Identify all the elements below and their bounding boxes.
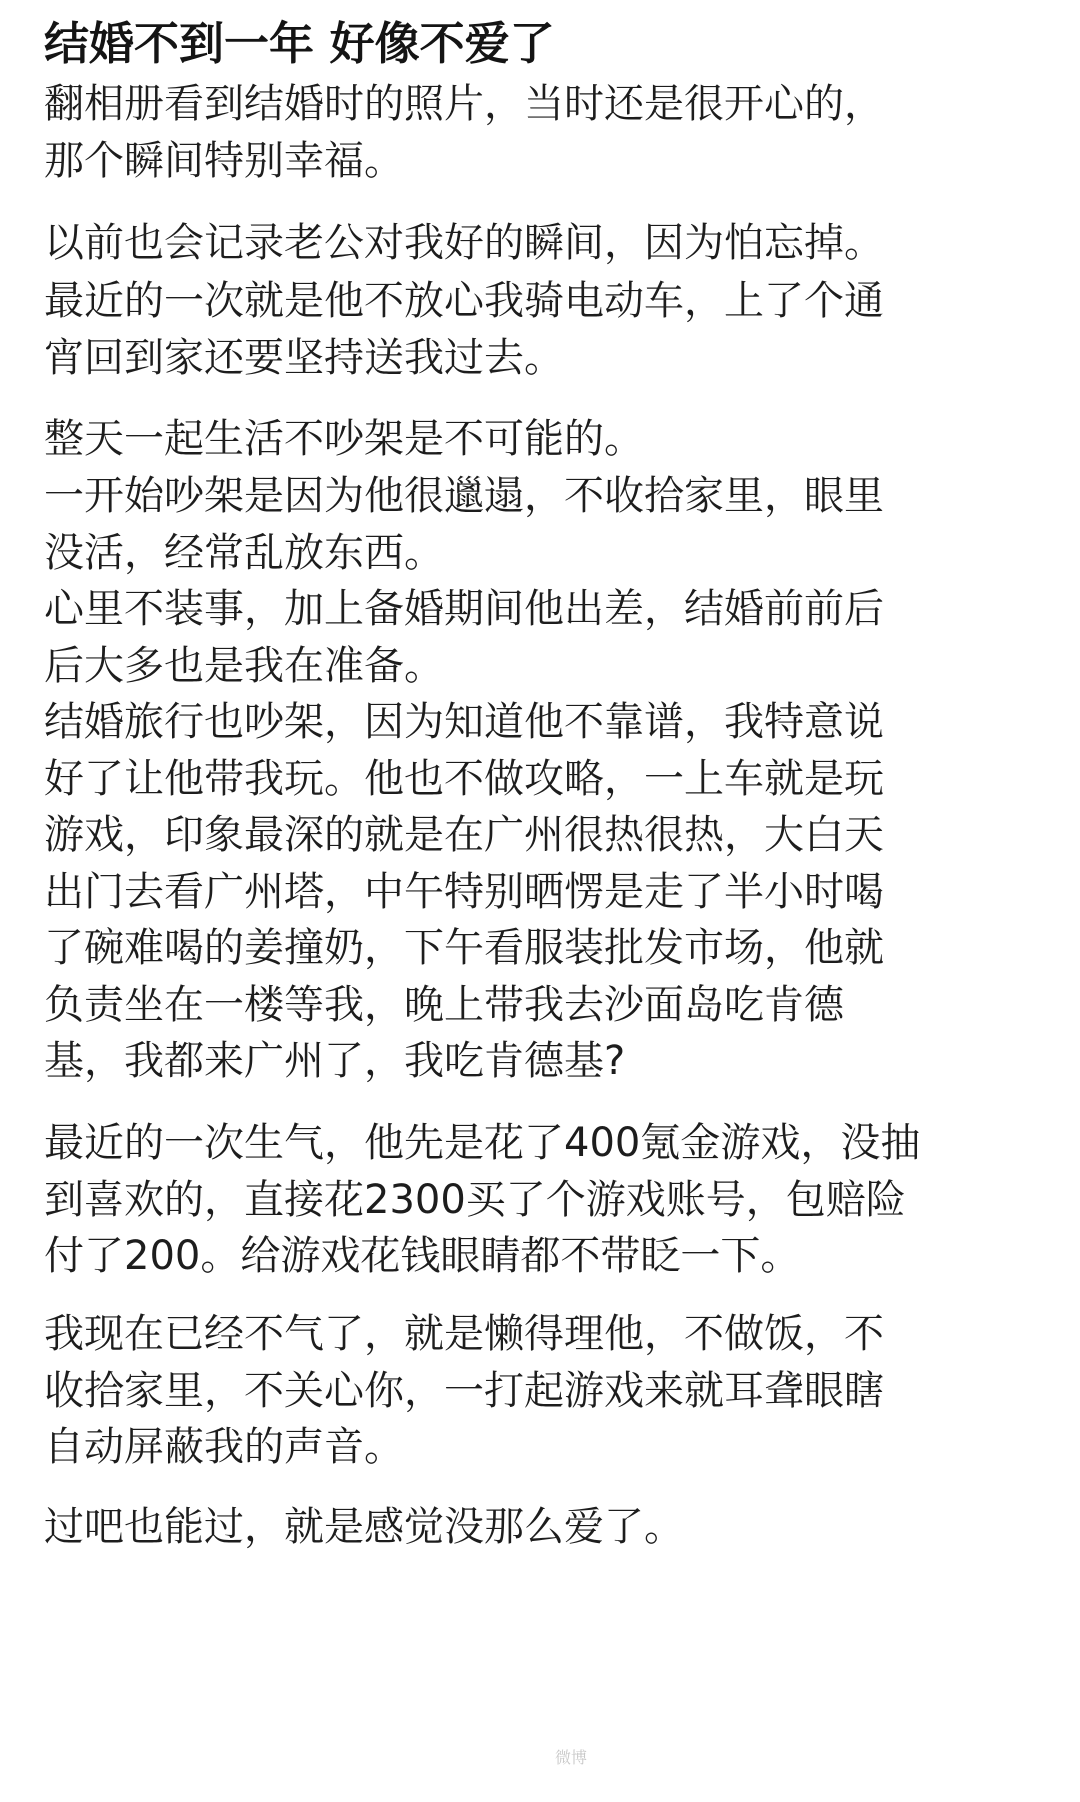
body-line: 收拾家里，不关心你，一打起游戏来就耳聋眼瞎: [44, 1368, 884, 1414]
body-line: 那个瞬间特别幸福。: [44, 138, 404, 184]
body-line: 到喜欢的，直接花2300买了个游戏账号，包赔险: [44, 1177, 906, 1223]
body-line: 好了让他带我玩。他也不做攻略，一上车就是玩: [44, 756, 884, 802]
body-line: 最近的一次就是他不放心我骑电动车，上了个通: [44, 278, 884, 324]
body-line: 付了200。给游戏花钱眼睛都不带眨一下。: [44, 1233, 801, 1279]
body-line: 出门去看广州塔，中午特别晒愣是走了半小时喝: [44, 869, 884, 915]
body-line: 心里不装事，加上备婚期间他出差，结婚前前后: [44, 586, 884, 632]
body-line: 一开始吵架是因为他很邋遢，不收拾家里，眼里: [44, 473, 884, 519]
body-line: 没活，经常乱放东西。: [44, 530, 444, 576]
watermark: 微博: [555, 1748, 588, 1767]
body-line: 过吧也能过，就是感觉没那么爱了。: [44, 1504, 684, 1550]
body-line: 自动屏蔽我的声音。: [44, 1424, 404, 1470]
body-line: 我现在已经不气了，就是懒得理他，不做饭，不: [44, 1311, 884, 1357]
body-line: 基，我都来广州了，我吃肯德基?: [44, 1038, 626, 1084]
body-line: 了碗难喝的姜撞奶，下午看服装批发市场，他就: [44, 925, 884, 971]
body-line: 结婚旅行也吵架，因为知道他不靠谱，我特意说: [44, 699, 884, 745]
post-title: 结婚不到一年 好像不爱了: [44, 17, 555, 70]
body-line: 负责坐在一楼等我，晚上带我去沙面岛吃肯德: [44, 982, 844, 1028]
body-line: 以前也会记录老公对我好的瞬间，因为怕忘掉。: [44, 220, 884, 266]
body-line: 最近的一次生气，他先是花了400氪金游戏，没抽: [44, 1120, 921, 1166]
body-line: 整天一起生活不吵架是不可能的。: [44, 416, 644, 462]
body-line: 宵回到家还要坚持送我过去。: [44, 335, 564, 381]
body-line: 后大多也是我在准备。: [44, 643, 444, 689]
body-line: 游戏，印象最深的就是在广州很热很热，大白天: [44, 812, 884, 858]
body-line: 翻相册看到结婚时的照片，当时还是很开心的，: [44, 81, 884, 127]
